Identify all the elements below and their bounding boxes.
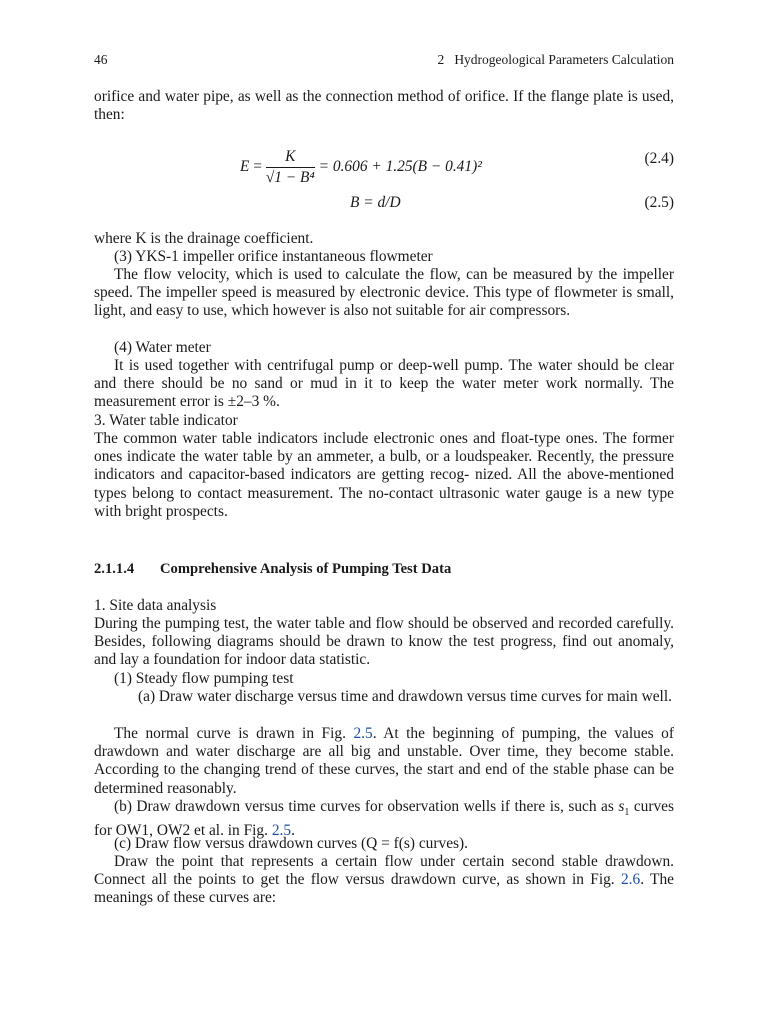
section-heading <box>94 561 451 578</box>
text-line: where K is the drainage coefficient. <box>94 230 314 247</box>
section-number: 2.1.1.4 <box>94 561 135 577</box>
page-number: 46 <box>94 52 108 67</box>
figure-link[interactable]: 2.5 <box>353 725 373 742</box>
section-title: Comprehensive Analysis of Pumping Test Data <box>160 561 452 577</box>
equation-label: (2.4) <box>644 150 674 167</box>
text-line: 1. Site data analysis <box>94 597 217 614</box>
figure-link[interactable]: 2.6 <box>620 871 641 889</box>
figure-link[interactable]: 2.5 <box>271 822 292 840</box>
paragraph: It is used together with centrifugal pump or deep-well pump. The water should be clear and there should be no sand or mud in it to keep the water meter work normally. The measurement error is ±2–3 %. <box>94 357 674 411</box>
text-run: The normal curve is drawn in Fig. <box>114 725 354 742</box>
eq25-body: B = d/D <box>350 194 401 211</box>
text-run: (b) Draw drawdown versus time curves for observation wells if there is, such as <box>114 798 619 815</box>
eq-lhs: E <box>240 158 250 176</box>
eq-denominator: √1 − B⁴ <box>265 169 315 186</box>
eq-rhs: = 0.606 + 1.25(B − 0.41)² <box>318 158 482 176</box>
text-run: . The meanings of these curves are: <box>94 871 674 907</box>
subscript: 1 <box>624 807 630 819</box>
paragraph: The common water table indicators include electronic ones and float-type ones. The former ones indicate the water table by an ammeter, a bulb, or a loudspeaker. Recently, the pressure indicators and capacitor-based indicators are getting recog- nized. All the above-mentioned types belong to contact measurement. The no-contact ultrasonic water gauge is a new type with bright prospects. <box>94 430 674 520</box>
eq-numerator: K <box>266 148 315 168</box>
paragraph: The flow velocity, which is used to calculate the flow, can be measured by the impeller speed. The impeller speed is measured by electronic device. This type of flowmeter is small, light, and easy to use, which however is also not suitable for air compressors. <box>94 266 674 320</box>
paragraph <box>94 853 674 908</box>
text-run: Draw the point that represents a certain flow under certain second stable drawdown. Connect all the points to get the flow versus drawdown curve, as shown in Fig. <box>94 853 674 889</box>
text-run: . At the beginning of pumping, the values of drawdown and water discharge are all big and unstable. Over time, they become stable. According to the changing trend of these curves, the start and end of the stable phase can be determined reasonably. <box>94 725 674 797</box>
variable: s <box>618 798 625 815</box>
running-title: 2 Hydrogeological Parameters Calculation <box>437 52 674 67</box>
equation-label: (2.5) <box>644 194 674 211</box>
equation-2-4 <box>94 138 674 186</box>
text-line: (4) Water meter <box>114 339 211 356</box>
text-run: curves for OW1, OW2 et al. in Fig. <box>94 798 675 840</box>
text-line: (c) Draw flow versus drawdown curves (Q = f(s) curves). <box>114 835 468 852</box>
text-line: (3) YKS-1 impeller orifice instantaneous flowmeter <box>114 248 433 265</box>
paragraph: During the pumping test, the water table and flow should be observed and recorded carefully. Besides, following diagrams should be drawn to know the test progress, find out anomaly, and lay a foundation for indoor data statistic. <box>94 615 674 669</box>
text-line: 3. Water table indicator <box>94 412 238 429</box>
eq-equals: = <box>253 158 262 176</box>
text-run: . <box>291 822 295 840</box>
eq-fraction <box>266 148 315 187</box>
paragraph: (a) Draw water discharge versus time and drawdown versus time curves for main well. <box>138 688 672 705</box>
equation-2-5 <box>94 194 674 214</box>
text-line: (1) Steady flow pumping test <box>114 670 294 687</box>
paragraph <box>94 725 674 798</box>
paragraph-orifice: orifice and water pipe, as well as the connection method of orifice. If the flange plate is used, then: <box>94 88 674 124</box>
